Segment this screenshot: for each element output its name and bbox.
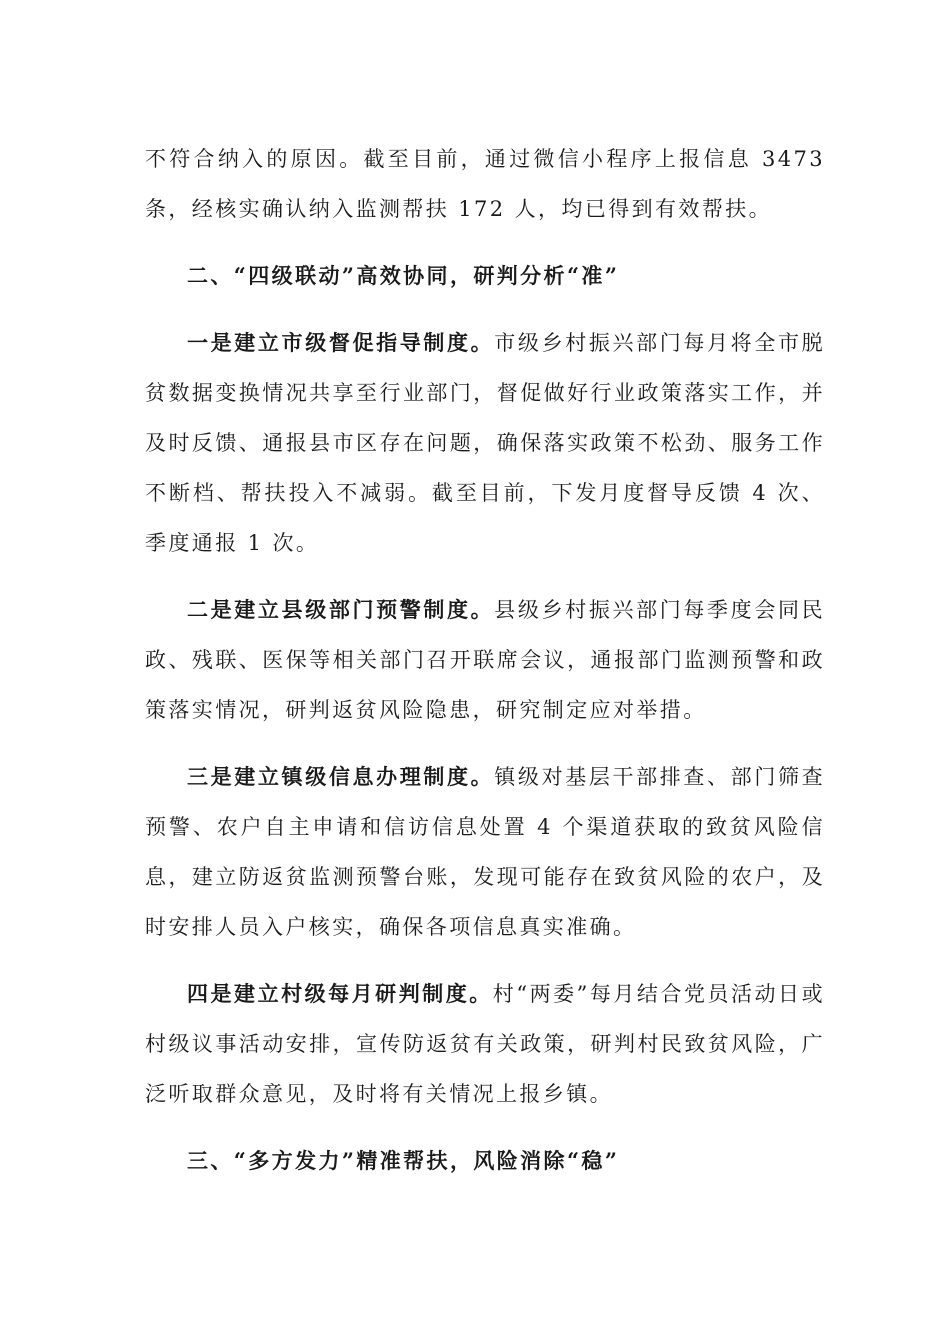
paragraph-county-level: [145, 585, 825, 735]
paragraph-text: 不符合纳入的原因。截至目前，通过微信小程序上报信息 3473 条，经核实确认纳入监测帮扶 172 人，均已得到有效帮扶。: [145, 147, 825, 221]
paragraph-text: 村“两委”每月结合党员活动日或村级议事活动安排，宣传防返贫有关政策，研判村民致贫风险，广泛听取群众意见，及时将有关情况上报乡镇。: [145, 982, 825, 1106]
paragraph-text: 县级乡村振兴部门每季度会同民政、残联、医保等相关部门召开联席会议，通报部门监测预警和政策落实情况，研判返贫风险隐患，研究制定应对举措。: [145, 598, 825, 722]
heading-text: 二、“四级联动”高效协同，研判分析“准”: [187, 263, 620, 288]
paragraph-lead: 一是建立市级督促指导制度。: [187, 330, 495, 355]
paragraph-lead: 二是建立县级部门预警制度。: [187, 597, 495, 622]
paragraph-village-level: [145, 969, 825, 1119]
paragraph-lead: 四是建立村级每月研判制度。: [187, 981, 493, 1006]
section-heading-two: [145, 251, 825, 301]
paragraph-lead: 三是建立镇级信息办理制度。: [187, 764, 495, 789]
paragraph-text: 市级乡村振兴部门每月将全市脱贫数据变换情况共享至行业部门，督促做好行业政策落实工作，并及时反馈、通报县市区存在问题，确保落实政策不松劲、服务工作不断档、帮扶投入不减弱。截至目前，下发月度督导反馈 4 次、季度通报 1 次。: [145, 331, 825, 555]
paragraph-town-level: [145, 752, 825, 952]
paragraph-continuation: [145, 134, 825, 234]
paragraph-text: 镇级对基层干部排查、部门筛查预警、农户自主申请和信访信息处置 4 个渠道获取的致贫风险信息，建立防返贫监测预警台账，发现可能存在致贫风险的农户，及时安排人员入户核实，确保各项信息真实准确。: [145, 765, 825, 939]
document-body: [145, 134, 825, 1203]
paragraph-city-level: [145, 318, 825, 568]
section-heading-three: [145, 1136, 825, 1186]
heading-text: 三、“多方发力”精准帮扶，风险消除“稳”: [187, 1148, 620, 1173]
